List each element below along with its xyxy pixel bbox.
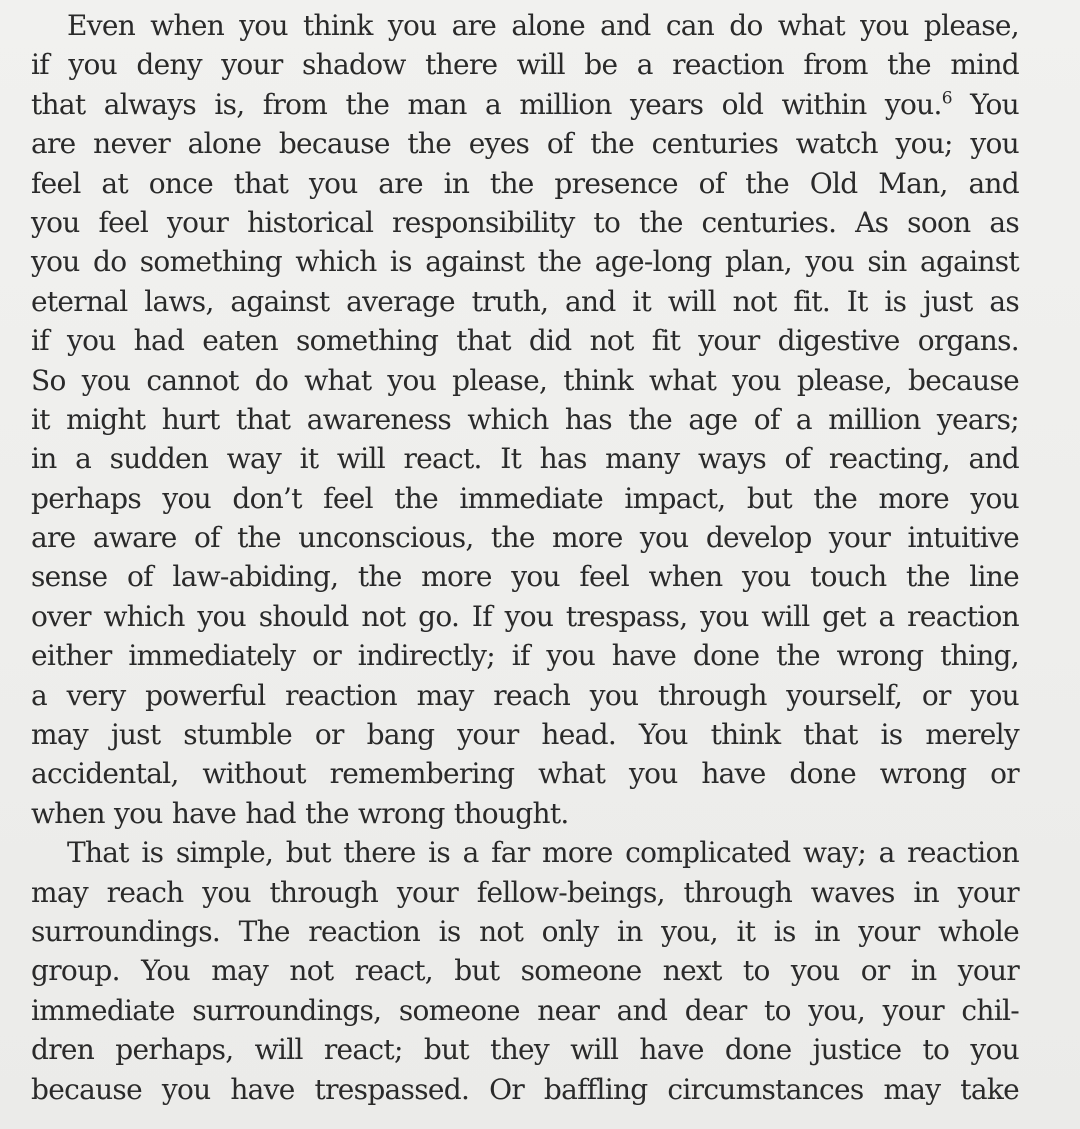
text-line: surroundings. The reaction is not only in you, it is in your whole (31, 914, 1019, 948)
text-line: may just stumble or bang your head. You think that is merely (31, 718, 1019, 752)
text-line: in a sudden way it will react. It has many ways of reacting, and (31, 442, 1019, 476)
text-line: a very powerful reaction may reach you through yourself, or you (31, 678, 1019, 712)
text-line: when you have had the wrong thought. (31, 796, 569, 830)
text-line: over which you should not go. If you trespass, you will get a reaction (31, 599, 1019, 633)
text-line: are aware of the unconscious, the more you develop your intuitive (31, 521, 1019, 555)
text-line: it might hurt that awareness which has the age of a million years; (31, 402, 1019, 436)
text-line: are never alone because the eyes of the centuries watch you; you (31, 127, 1019, 161)
text-line: Even when you think you are alone and can do what you please, (67, 9, 1019, 42)
text-line-with-note (31, 85, 1019, 124)
text-line: either immediately or indirectly; if you have done the wrong thing, (31, 639, 1019, 673)
text-line: dren perhaps, will react; but they will have done justice to you (31, 1033, 1019, 1067)
text-line: because you have trespassed. Or baffling circumstances may take (31, 1072, 1019, 1106)
text-line: if you had eaten something that did not fit your digestive organs. (31, 324, 1019, 358)
line-text: You (951, 87, 1019, 121)
text-line: you feel your historical responsibility to the centuries. As soon as (31, 205, 1019, 239)
text-line: you do something which is against the age-long plan, you sin against (31, 245, 1019, 279)
text-line: feel at once that you are in the presence of the Old Man, and (31, 166, 1019, 200)
text-line: accidental, without remembering what you have done wrong or (31, 757, 1019, 791)
footnote-reference: 6 (941, 88, 952, 109)
body-text (31, 6, 1019, 1109)
text-line: if you deny your shadow there will be a reaction from the mind (31, 48, 1019, 82)
text-line: group. You may not react, but someone next to you or in your (31, 954, 1019, 988)
text-line: may reach you through your fellow-beings, through waves in your (31, 875, 1019, 909)
text-line: That is simple, but there is a far more complicated way; a reaction (67, 836, 1019, 870)
line-text: that always is, from the man a million years old within you. (31, 87, 942, 121)
text-line: sense of law-abiding, the more you feel when you touch the line (31, 560, 1019, 594)
text-line: perhaps you don’t feel the immediate impact, but the more you (31, 481, 1019, 515)
text-line: So you cannot do what you please, think what you please, because (31, 363, 1019, 397)
text-line: eternal laws, against average truth, and it will not fit. It is just as (31, 284, 1019, 318)
text-line: immediate surroundings, someone near and dear to you, your chil- (31, 993, 1019, 1027)
